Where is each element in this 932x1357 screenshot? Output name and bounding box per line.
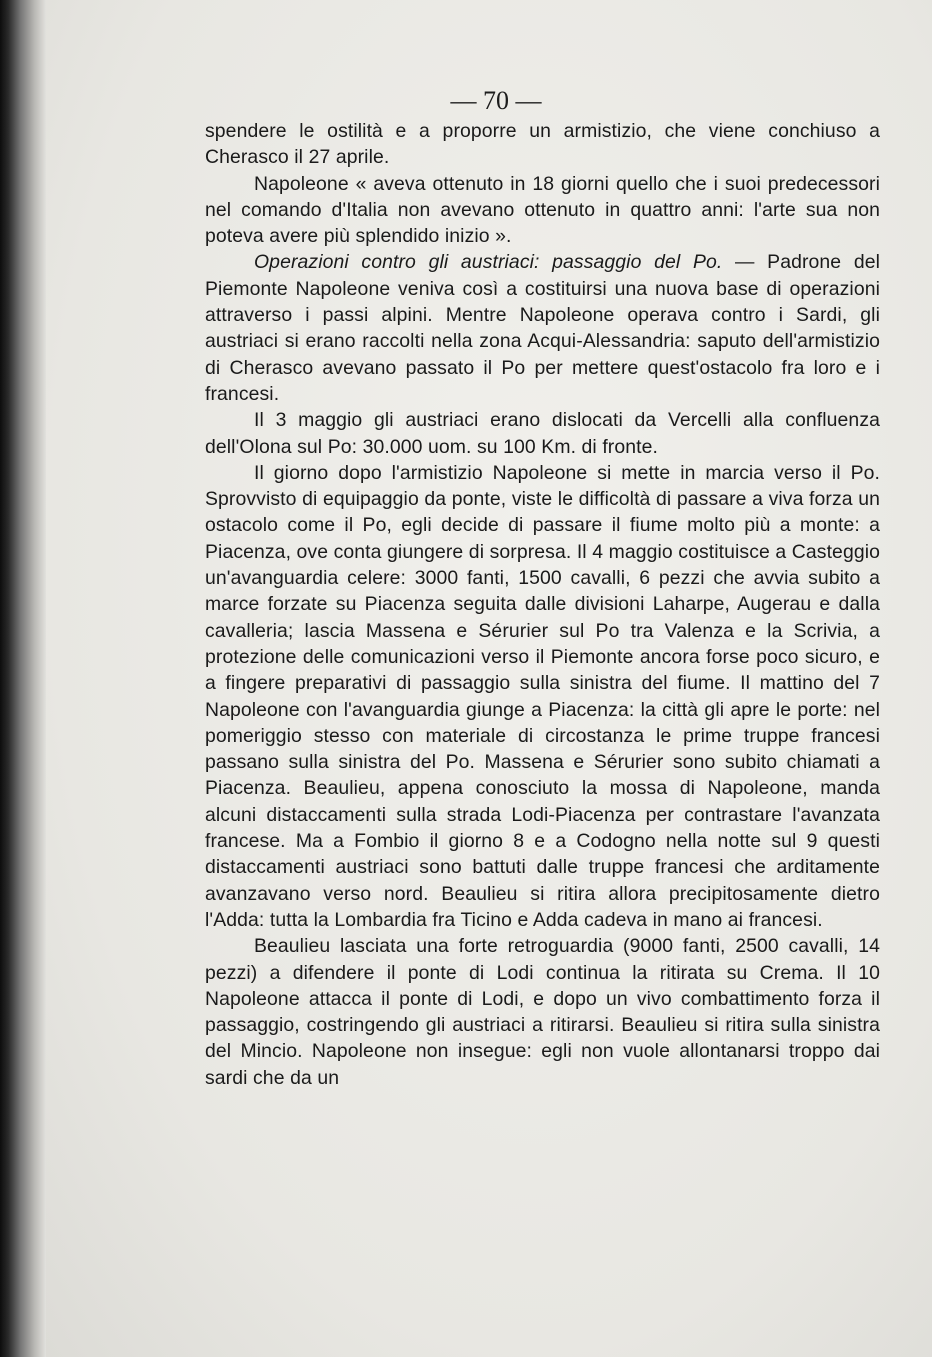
paragraph-3-text: — Padrone del Piemonte Napoleone veniva così a costituirsi una nuova base di operazioni attraverso i passi alpini. Mentre Napoleone operava contro i Sardi, gli austriaci si erano raccolti nella zona Acqui-Alessandria: saputo dell'armistizio di Cherasco avevano passato il Po per mettere quest'ostacolo fra loro e i francesi. bbox=[205, 251, 880, 405]
paragraph-5: Il giorno dopo l'armistizio Napoleone si mette in marcia verso il Po. Sprovvisto di equipaggio da ponte, viste le difficoltà di passare a viva forza un ostacolo come il Po, egli decide di passare il fiume molto più a monte: a Piacenza, ove conta giungere di sorpresa. Il 4 maggio costituisce a Casteggio un'avanguardia celere: 3000 fanti, 1500 cavalli, 6 pezzi che avvia subito a marce forzate su Piacenza seguita dalle divisioni Laharpe, Augerau e dalla cavalleria; lascia Massena e Sérurier sul Po tra Valenza e la Scrivia, a protezione delle comunicazioni verso il Piemonte ancora forse poco sicuro, e a fingere preparativi di passaggio sulla sinistra del fiume. Il mattino del 7 Napoleone con l'avanguardia giunge a Piacenza: la città gli apre le porte: nel pomeriggio stesso con materiale di circostanza le prime truppe francesi passano sulla sinistra del Po. Massena e Sérurier sono subito chiamati a Piacenza. Beaulieu, appena conosciuto la mossa di Napoleone, manda alcuni distaccamenti sulla strada Lodi-Piacenza per contrastare l'avanzata francese. Ma a Fombio il giorno 8 e a Codogno nella notte sul 9 questi distaccamenti austriaci sono battuti dalle truppe francesi che arditamente avanzavano verso nord. Beaulieu si ritira allora precipitosamente dietro l'Adda: tutta la Lombardia fra Ticino e Adda cadeva in mano ai francesi. bbox=[205, 461, 880, 931]
paragraph-6: Beaulieu lasciata una forte retroguardia (9000 fanti, 2500 cavalli, 14 pezzi) a difendere il ponte di Lodi continua la ritirata su Crema. Il 10 Napoleone attacca il ponte di Lodi, e dopo un vivo combattimento forza il passaggio, costringendo gli austriaci a ritirarsi. Beaulieu si ritira sulla sinistra del Mincio. Napoleone non insegue: egli non vuole allontanarsi troppo dai sardi che da un bbox=[205, 935, 880, 1089]
paragraph-2: Napoleone « aveva ottenuto in 18 giorni quello che i suoi predecessori nel comando d'Italia non avevano ottenuto in quattro anni: l'arte sua non poteva avere più splendido inizio ». bbox=[205, 172, 880, 248]
paragraph-1: spendere le ostilità e a proporre un armistizio, che viene conchiuso a Cherasco il 27 aprile. bbox=[205, 120, 880, 169]
body-text bbox=[205, 118, 880, 1091]
paragraph-4: Il 3 maggio gli austriaci erano dislocati da Vercelli alla confluenza dell'Olona sul Po: 30.000 uom. su 100 Km. di fronte. bbox=[205, 409, 880, 458]
paragraph-3 bbox=[205, 249, 880, 407]
page-number: — 70 — bbox=[450, 86, 542, 115]
book-spine-shadow bbox=[0, 0, 46, 1357]
section-heading: Operazioni contro gli austriaci: passaggio del Po. bbox=[254, 251, 723, 274]
